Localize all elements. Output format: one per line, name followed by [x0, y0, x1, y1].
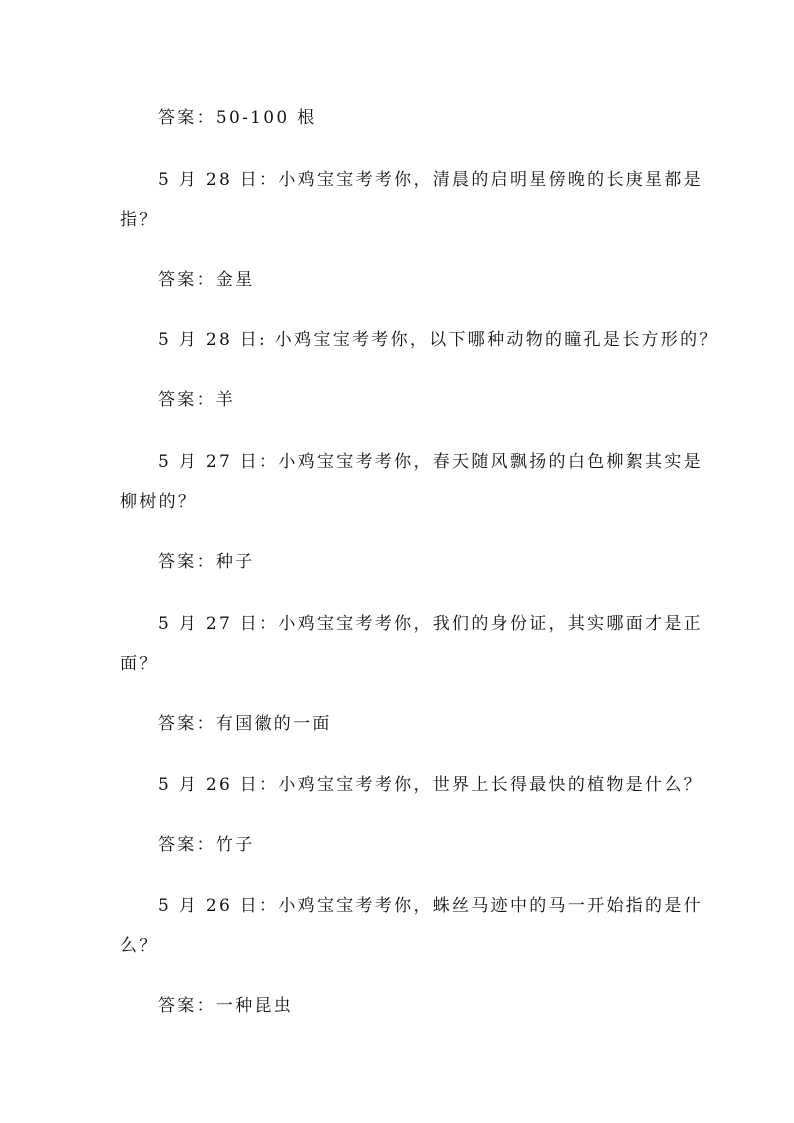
question-line-continued: 么？	[120, 936, 159, 956]
answer-line: 答案：50-100 根	[158, 108, 317, 128]
answer-line: 答案：金星	[158, 270, 255, 290]
question-line: 5 月 27 日：小鸡宝宝考考你，我们的身份证，其实哪面才是正	[158, 614, 703, 634]
answer-line: 答案：羊	[158, 390, 236, 410]
question-line-continued: 指？	[120, 210, 159, 230]
answer-line: 答案：一种昆虫	[158, 996, 294, 1016]
question-line: 5 月 28 日：小鸡宝宝考考你，清晨的启明星傍晚的长庚星都是	[158, 170, 703, 190]
answer-line: 答案：有国徽的一面	[158, 714, 332, 734]
answer-line: 答案：种子	[158, 552, 255, 572]
question-line: 5 月 26 日：小鸡宝宝考考你，世界上长得最快的植物是什么？	[158, 775, 703, 795]
question-line-continued: 柳树的？	[120, 492, 198, 512]
question-line: 5 月 28 日: 小鸡宝宝考考你，以下哪种动物的瞳孔是长方形的？	[158, 330, 719, 350]
question-line-continued: 面？	[120, 654, 159, 674]
question-line: 5 月 26 日：小鸡宝宝考考你，蛛丝马迹中的马一开始指的是什	[158, 896, 703, 916]
question-line: 5 月 27 日：小鸡宝宝考考你，春天随风飘扬的白色柳絮其实是	[158, 452, 703, 472]
answer-line: 答案：竹子	[158, 835, 255, 855]
